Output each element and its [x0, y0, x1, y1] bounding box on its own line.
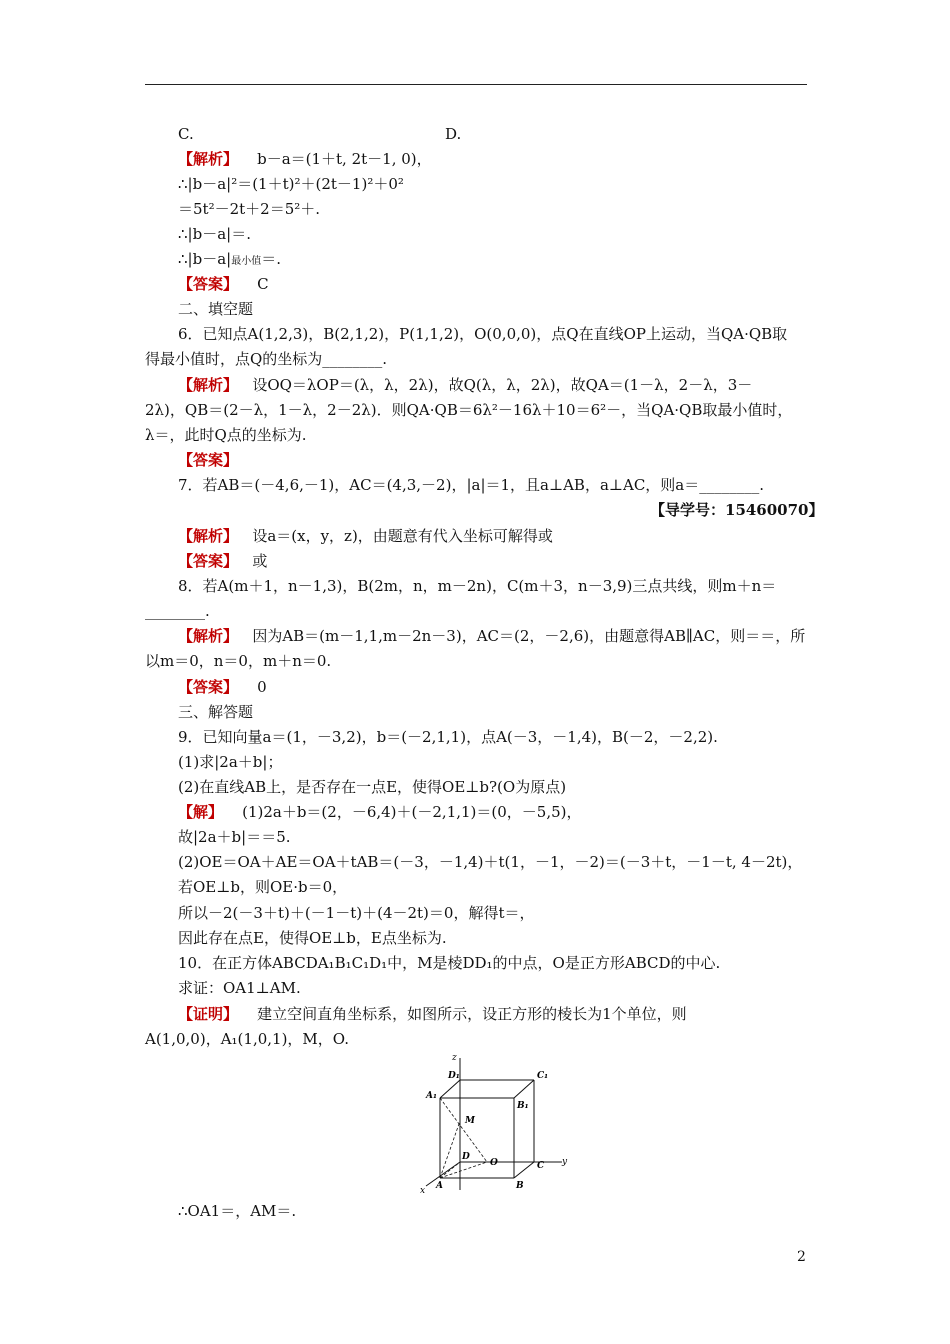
q6-solution-line3: λ＝，此时Q点的坐标为. — [145, 426, 307, 444]
q10-proof-last: ∴OA1＝，AM＝. — [178, 1202, 297, 1220]
tag-answer: 【答案】 — [178, 275, 239, 293]
label-m: M — [465, 1116, 475, 1126]
q6-solution-line2: 2λ)，QB＝(2－λ，1－λ，2－2λ)．则QA·QB＝6λ²－16λ＋10＝6²－，当QA·QB取最小值时， — [145, 401, 793, 419]
q9-solution-line2: 故|2a＋b|＝＝5. — [178, 828, 291, 846]
edge-a1d1 — [440, 1080, 460, 1098]
edge-bc — [514, 1162, 534, 1178]
header-rule — [145, 84, 807, 85]
label-x: x — [420, 1186, 426, 1195]
tag-analysis: 【解析】 — [178, 376, 239, 394]
q8-line2: ________. — [145, 602, 210, 620]
q10-line2: 求证：OA1⊥AM. — [178, 979, 301, 997]
q10-line1: 10．在正方体ABCDA₁B₁C₁D₁中，M是棱DD₁的中点，O是正方形ABCD的中心. — [178, 954, 721, 972]
q8-answer-line — [178, 677, 267, 697]
q6-solution-text1: 设OQ＝λOP＝(λ，λ，2λ)，故Q(λ，λ，2λ)，故QA＝(1－λ，2－λ，3－ — [252, 376, 753, 394]
q5-subscript: 最小值 — [231, 256, 262, 267]
q9-line3: (2)在直线AB上，是否存在一点E，使得OE⊥b?(O为原点) — [178, 778, 567, 796]
q8-solution-line1 — [178, 626, 805, 646]
q6-line2: 得最小值时，点Q的坐标为________. — [145, 350, 388, 368]
q5-text-a: b－a＝(1＋t, 2t－1, 0)， — [257, 150, 432, 168]
section-fill-blank: 二、填空题 — [178, 300, 254, 318]
q6-answer-line — [178, 450, 238, 470]
section-solve: 三、解答题 — [178, 703, 254, 721]
q5-solution-line3: ＝5t²－2t＋2＝5²＋. — [178, 200, 321, 218]
dashed-ao — [440, 1162, 487, 1178]
label-y: y — [562, 1157, 568, 1167]
q7-answer: 或 — [252, 552, 268, 570]
label-a: A — [436, 1181, 443, 1191]
q7-line1: 7．若AB＝(－4,6,－1)，AC＝(4,3,－2)，|a|＝1，且a⊥AB，a⊥AC，则a＝________. — [178, 476, 765, 494]
label-c: C — [537, 1161, 545, 1171]
label-c1: C₁ — [537, 1071, 549, 1081]
q10-proof-text1: 建立空间直角坐标系，如图所示，设正方形的棱长为1个单位，则 — [257, 1005, 687, 1023]
q9-solution-text1: (1)2a＋b＝(2，－6,4)＋(－2,1,1)＝(0，－5,5)， — [242, 803, 582, 821]
q7-answer-line — [178, 551, 267, 571]
label-d1: D₁ — [448, 1071, 460, 1081]
q8-line1: 8．若A(m＋1，n－1,3)，B(2m，n，m－2n)，C(m＋3，n－3,9)三点共线，则m＋n＝ — [178, 577, 777, 595]
q5-answer: C — [257, 275, 269, 293]
q9-solution-line4: 若OE⊥b，则OE·b＝0， — [178, 878, 348, 896]
tag-proof: 【证明】 — [178, 1005, 239, 1023]
q9-solution-line1 — [178, 802, 582, 822]
q10-proof-line2: A(1,0,0)，A₁(1,0,1)，M，O. — [145, 1030, 349, 1048]
q5-text-e2: ＝. — [261, 250, 281, 268]
label-d: D — [462, 1152, 470, 1162]
page-number: 2 — [797, 1249, 806, 1265]
q5-solution-line5 — [178, 249, 281, 272]
label-b: B — [516, 1181, 524, 1191]
q5-solution-line4: ∴|b－a|＝. — [178, 225, 251, 243]
edge-b1c1 — [514, 1080, 534, 1098]
label-o: O — [490, 1158, 498, 1168]
q9-solution-line6: 因此存在点E，使得OE⊥b，E点坐标为. — [178, 929, 447, 947]
label-b1: B₁ — [517, 1101, 529, 1111]
q5-solution-line2: ∴|b－a|²＝(1＋t)²＋(2t－1)²＋0² — [178, 175, 404, 193]
q7-solution-text: 设a＝(x，y，z)，由题意有代入坐标可解得或 — [252, 527, 553, 545]
tag-solution: 【解】 — [178, 803, 224, 821]
tag-analysis: 【解析】 — [178, 150, 239, 168]
q8-solution-line2: 以m＝0，n＝0，m＋n＝0. — [145, 652, 332, 670]
q9-line2: (1)求|2a＋b|； — [178, 753, 283, 771]
q7-reference: 【导学号：15460070】 — [650, 501, 824, 519]
option-d: D. — [445, 125, 462, 143]
option-c: C. — [178, 125, 194, 143]
q5-text-e1: ∴|b－a| — [178, 250, 232, 268]
q8-solution-text1: 因为AB＝(m－1,1,m－2n－3)，AC＝(2，－2,6)，由题意得AB∥AC，则＝＝，所 — [252, 627, 806, 645]
cube-coordinate-figure — [412, 1050, 582, 1195]
tag-analysis: 【解析】 — [178, 627, 239, 645]
tag-answer: 【答案】 — [178, 678, 239, 696]
q6-line1: 6．已知点A(1,2,3)，B(2,1,2)，P(1,1,2)，O(0,0,0)，点Q在直线OP上运动，当QA·QB取 — [178, 325, 788, 343]
x-axis — [426, 1162, 460, 1186]
tag-analysis: 【解析】 — [178, 527, 239, 545]
q9-line1: 9．已知向量a＝(1，－3,2)，b＝(－2,1,1)，点A(－3，－1,4)，B(－2，－2,2). — [178, 728, 718, 746]
q10-proof-line1 — [178, 1004, 687, 1024]
dashed-ad — [440, 1162, 460, 1178]
q8-answer: 0 — [257, 678, 267, 696]
q9-solution-line5: 所以－2(－3＋t)＋(－1－t)＋(4－2t)＝0，解得t＝， — [178, 904, 535, 922]
q5-answer-line — [178, 274, 269, 294]
q9-solution-line3: (2)OE＝OA＋AE＝OA＋tAB＝(－3，－1,4)＋t(1，－1，－2)＝(－3＋t，－1－t, 4－2t)， — [178, 853, 803, 871]
q5-solution-line1 — [178, 149, 432, 169]
q7-solution-line — [178, 526, 553, 546]
label-z: z — [452, 1053, 457, 1063]
label-a1: A₁ — [426, 1091, 437, 1101]
tag-answer: 【答案】 — [178, 552, 239, 570]
q6-solution-line1 — [178, 375, 752, 395]
tag-answer: 【答案】 — [178, 451, 239, 469]
